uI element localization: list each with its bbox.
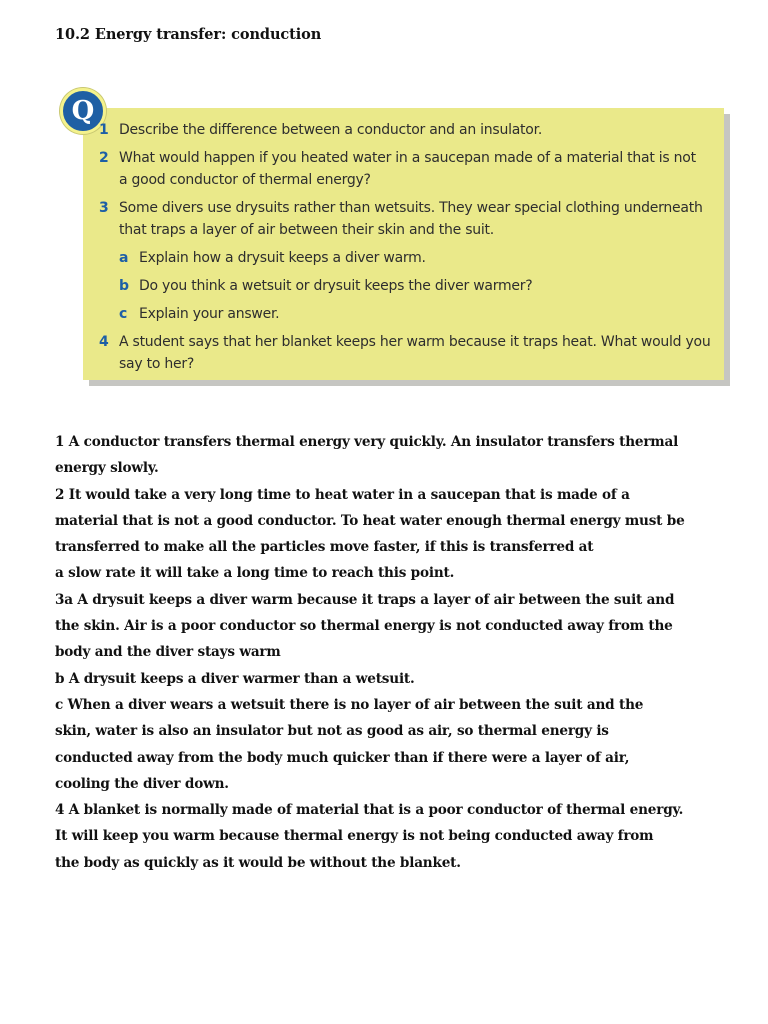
question-text-line: that traps a layer of air between their skin and the suit. — [119, 222, 494, 238]
question-text-line: Describe the difference between a conductor and an insulator. — [119, 122, 543, 138]
answer-line: transferred to make all the particles move faster, if this is transferred at — [55, 539, 594, 556]
sub-question — [99, 303, 714, 325]
answer-line: c When a diver wears a wetsuit there is no layer of air between the suit and the — [55, 696, 644, 713]
question-item — [99, 119, 714, 141]
question-number: a — [119, 250, 129, 266]
answer-line: the skin. Air is a poor conductor so thermal energy is not conducted away from the — [55, 618, 673, 635]
question-text-line: Explain how a drysuit keeps a diver warm. — [139, 250, 426, 266]
answer-line: conducted away from the body much quicker than if there were a layer of air, — [55, 749, 630, 766]
page-heading: 10.2 Energy transfer: conduction — [55, 26, 322, 43]
answer-line: body and the diver stays warm — [55, 644, 281, 661]
question-number: b — [119, 278, 129, 294]
answer-line: 2 It would take a very long time to heat water in a saucepan that is made of a — [55, 486, 630, 503]
answer-line: energy slowly. — [55, 460, 159, 477]
answer-line: a slow rate it will take a long time to reach this point. — [55, 565, 455, 582]
question-number: 1 — [99, 122, 109, 138]
question-list — [99, 119, 714, 381]
answer-line: cooling the diver down. — [55, 775, 229, 792]
question-text-line: What would happen if you heated water in a saucepan made of a material that is not — [119, 150, 696, 166]
question-text-line: say to her? — [119, 356, 195, 372]
question-text-line: Do you think a wetsuit or drysuit keeps the diver warmer? — [139, 278, 533, 294]
answer-line: skin, water is also an insulator but not as good as air, so thermal energy is — [55, 723, 609, 740]
question-item — [99, 147, 714, 191]
answer-line: material that is not a good conductor. To heat water enough thermal energy must be — [55, 512, 685, 529]
question-text-line: a good conductor of thermal energy? — [119, 172, 371, 188]
sub-question — [99, 275, 714, 297]
question-number: 4 — [99, 334, 109, 350]
answer-line: b A drysuit keeps a diver warmer than a wetsuit. — [55, 670, 415, 687]
answer-line: 3a A drysuit keeps a diver warm because it traps a layer of air between the suit and — [55, 591, 675, 608]
question-number: 3 — [99, 200, 109, 216]
question-text-line: Explain your answer. — [139, 306, 280, 322]
question-text-line: Some divers use drysuits rather than wetsuits. They wear special clothing underneath — [119, 200, 703, 216]
question-text-line: A student says that her blanket keeps her warm because it traps heat. What would you — [119, 334, 711, 350]
question-number: c — [119, 306, 128, 322]
answer-line: It will keep you warm because thermal energy is not being conducted away from — [55, 828, 654, 845]
answer-line: 1 A conductor transfers thermal energy very quickly. An insulator transfers thermal — [55, 434, 679, 450]
question-number: 2 — [99, 150, 109, 166]
sub-question — [99, 247, 714, 269]
question-badge-letter: Q — [71, 96, 95, 126]
answers-text — [55, 429, 745, 876]
answer-line: 4 A blanket is normally made of material that is a poor conductor of thermal energy. — [55, 802, 684, 819]
question-item — [99, 197, 714, 241]
question-item — [99, 331, 714, 375]
answer-line: the body as quickly as it would be without the blanket. — [55, 854, 461, 871]
